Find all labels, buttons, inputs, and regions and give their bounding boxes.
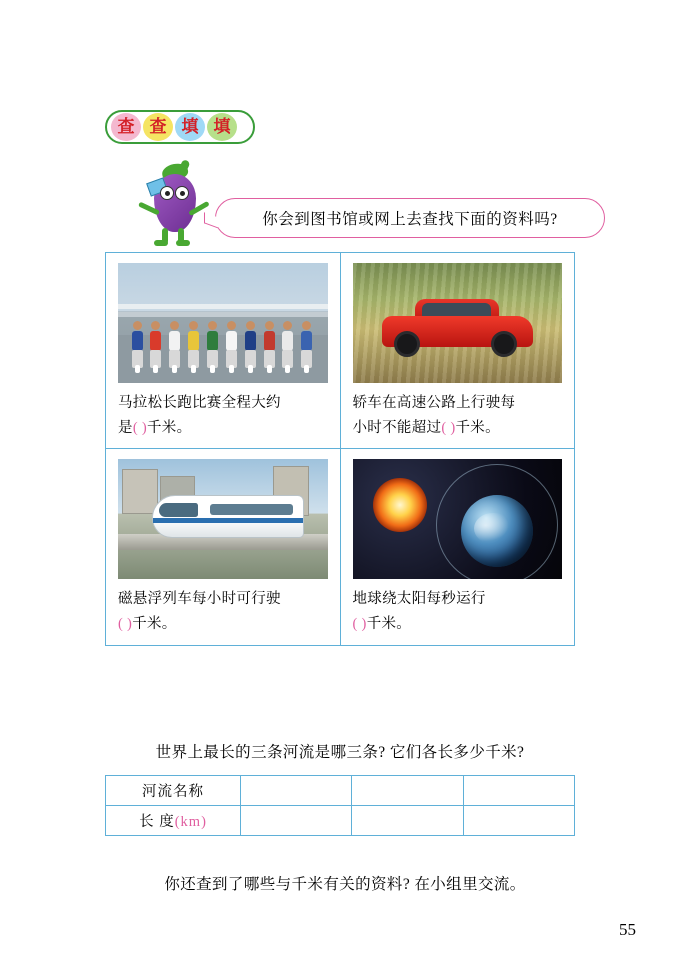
card-caption	[118, 587, 328, 636]
card-car	[340, 253, 575, 449]
table-row	[106, 449, 575, 645]
caption-suffix: 千米。	[455, 419, 500, 436]
monorail-train-photo	[118, 459, 328, 579]
card-marathon	[106, 253, 341, 449]
car-window	[422, 303, 491, 317]
caption-line-2	[118, 612, 328, 637]
closing-prompt-text: 你还查到了哪些与千米有关的资料? 在小组里交流。	[164, 876, 526, 893]
mascot-foot-right	[176, 240, 190, 246]
earth-graphic	[461, 495, 533, 567]
sun-graphic	[373, 478, 427, 532]
river-question-text: 世界上最长的三条河流是哪三条? 它们各长多少千米?	[155, 744, 525, 761]
mascot-eye-right	[175, 186, 189, 200]
table-row	[106, 776, 575, 806]
red-sports-car-photo	[353, 263, 563, 383]
picture-caption-grid	[105, 252, 575, 646]
mascot-eye-left	[160, 186, 174, 200]
river-name-header: 河流名称	[106, 776, 241, 806]
river-length-unit: (km)	[174, 814, 207, 830]
river-length-header	[106, 806, 241, 836]
table-row	[106, 806, 575, 836]
marathon-runners-photo	[118, 263, 328, 383]
card-monorail	[106, 449, 341, 645]
river-length-cell-2[interactable]	[352, 806, 463, 836]
car-wheel-rear	[491, 331, 517, 357]
caption-line-1: 地球绕太阳每秒运行	[352, 591, 486, 608]
river-name-cell-1[interactable]	[241, 776, 352, 806]
speech-bubble	[215, 198, 605, 238]
answer-blank[interactable]: ( )	[132, 419, 147, 436]
train-front-window	[159, 503, 198, 517]
answer-blank[interactable]: ( )	[352, 615, 367, 632]
section-title-badge	[105, 110, 265, 150]
caption-line-1: 轿车在高速公路上行驶每	[352, 395, 516, 411]
badge-char-2: 查	[143, 113, 173, 141]
caption-line-2	[118, 416, 328, 441]
eggplant-mascot-icon	[140, 160, 220, 250]
answer-blank[interactable]: ( )	[118, 615, 133, 632]
caption-prefix: 是	[118, 419, 133, 436]
caption-prefix: 小时不能超过	[352, 419, 442, 436]
car-wheel-front	[394, 331, 420, 357]
photo-rail	[118, 304, 328, 309]
earth-and-sun-photo	[353, 459, 563, 579]
card-caption	[353, 587, 563, 636]
caption-suffix: 千米。	[147, 419, 192, 436]
train-stripe	[153, 518, 304, 523]
caption-line-2	[353, 416, 563, 441]
caption-suffix: 千米。	[132, 615, 177, 632]
caption-line-1: 磁悬浮列车每小时可行驶	[118, 591, 281, 608]
river-length-cell-1[interactable]	[241, 806, 352, 836]
badge-character-group	[111, 113, 237, 141]
table-row	[106, 253, 575, 449]
river-length-cell-3[interactable]	[463, 806, 574, 836]
answer-blank[interactable]: ( )	[441, 419, 456, 436]
page-number: 55	[619, 920, 636, 939]
river-length-label: 长 度	[139, 814, 175, 830]
card-caption	[353, 391, 563, 440]
speech-bubble-text: 你会到图书馆或网上去查找下面的资料吗?	[262, 211, 558, 228]
river-name-cell-3[interactable]	[463, 776, 574, 806]
caption-suffix: 千米。	[366, 615, 412, 632]
river-answer-table	[105, 775, 575, 836]
train-side-windows	[210, 504, 293, 515]
mascot-foot-left	[154, 240, 168, 246]
monorail-train-body	[152, 495, 305, 538]
badge-char-4: 填	[207, 113, 237, 141]
badge-char-3: 填	[175, 113, 205, 141]
mascot-stem-leaf	[177, 159, 190, 175]
caption-line-1: 马拉松长跑比赛全程大约	[118, 395, 281, 411]
card-earth	[340, 449, 575, 645]
card-caption	[118, 391, 328, 440]
background-building	[122, 469, 158, 514]
badge-char-1: 查	[111, 113, 141, 141]
river-name-cell-2[interactable]	[352, 776, 463, 806]
caption-line-2	[353, 612, 563, 637]
